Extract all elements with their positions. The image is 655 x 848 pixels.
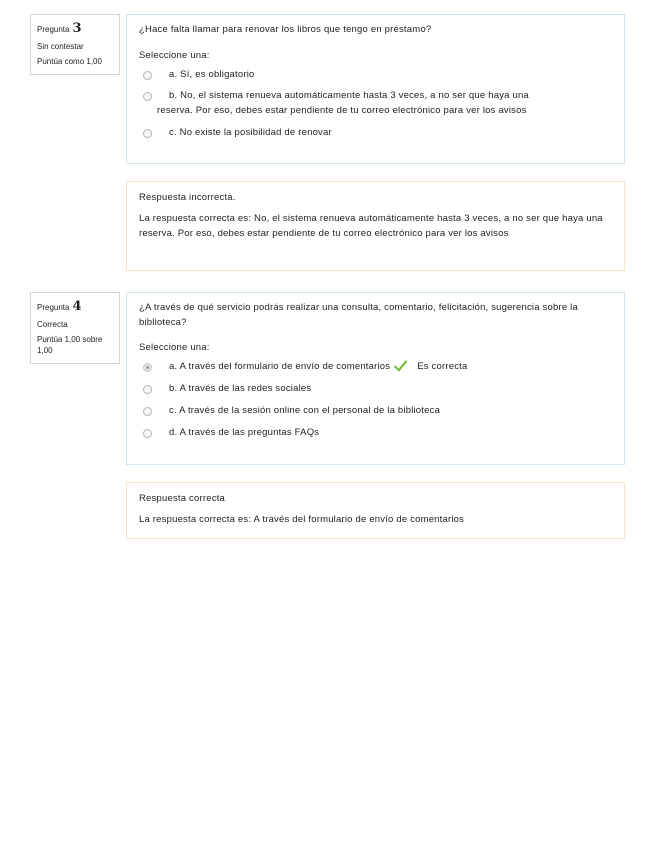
radio-button-selected[interactable] xyxy=(143,363,152,372)
right-answer-text: La respuesta correcta es: A través del formulario de envío de comentarios xyxy=(139,514,465,526)
option-feedback: Es correcta xyxy=(417,361,468,373)
question-label: Pregunta xyxy=(37,25,70,34)
question-number xyxy=(37,20,113,38)
radio-button[interactable] xyxy=(143,407,152,416)
question-4-info xyxy=(30,292,120,364)
feedback-text: Respuesta incorrecta. xyxy=(139,192,236,203)
answer-options xyxy=(139,357,612,444)
option-a[interactable] xyxy=(139,65,612,87)
option-label: c. A través de la sesión online con el personal de la biblioteca xyxy=(169,404,441,416)
option-label: b. A través de las redes sociales xyxy=(169,383,312,395)
check-icon xyxy=(394,360,407,372)
question-grade: Puntúa como 1,00 xyxy=(37,57,102,67)
question-label: Pregunta xyxy=(37,303,70,312)
question-text: ¿Hace falta llamar para renovar los libros que tengo en préstamo? xyxy=(139,24,432,35)
option-label-continued: reserva. Por eso, debes estar pendiente de tu correo electrónico para ver los avisos xyxy=(157,105,527,117)
radio-button[interactable] xyxy=(143,429,152,438)
question-3-info xyxy=(30,14,120,75)
option-b[interactable] xyxy=(139,86,612,122)
question-text: ¿A través de qué servicio podrás realizar una consulta, comentario, felicitación, sugerencia sobre la biblioteca? xyxy=(139,302,578,328)
question-3-outcome xyxy=(126,181,625,271)
radio-button[interactable] xyxy=(143,71,152,80)
answer-prompt: Seleccione una: xyxy=(139,49,210,61)
option-d[interactable] xyxy=(139,423,612,445)
option-c[interactable] xyxy=(139,401,612,423)
question-number-value: 4 xyxy=(72,299,82,314)
radio-button[interactable] xyxy=(143,92,152,101)
option-label: a. Sí, es obligatorio xyxy=(169,68,255,80)
option-label: a. A través del formulario de envío de comentarios xyxy=(169,361,391,373)
option-label: b. No, el sistema renueva automáticamente hasta 3 veces, a no ser que haya una xyxy=(169,90,529,102)
question-number-value: 3 xyxy=(72,21,82,36)
option-a[interactable] xyxy=(139,357,612,379)
option-label: c. No existe la posibilidad de renovar xyxy=(169,126,332,138)
option-label: d. A través de las preguntas FAQs xyxy=(169,426,320,438)
question-3-formulation xyxy=(126,14,625,164)
option-c[interactable] xyxy=(139,123,612,145)
answer-options xyxy=(139,65,612,145)
question-4-formulation xyxy=(126,292,625,465)
radio-button[interactable] xyxy=(143,129,152,138)
question-4-outcome xyxy=(126,482,625,539)
question-grade: Puntúa 1,00 sobre 1,00 xyxy=(37,335,103,356)
right-answer-text: La respuesta correcta es: No, el sistema renueva automáticamente hasta 3 veces, a no ser que haya una reserva. Por eso, debes estar pendiente de tu correo electrónico para ver los avisos xyxy=(139,213,603,240)
radio-button[interactable] xyxy=(143,385,152,394)
question-state: Sin contestar xyxy=(37,41,84,51)
feedback-text: Respuesta correcta xyxy=(139,493,225,504)
question-number xyxy=(37,298,113,316)
question-state: Correcta xyxy=(37,319,68,329)
option-b[interactable] xyxy=(139,379,612,401)
answer-prompt: Seleccione una: xyxy=(139,342,210,354)
